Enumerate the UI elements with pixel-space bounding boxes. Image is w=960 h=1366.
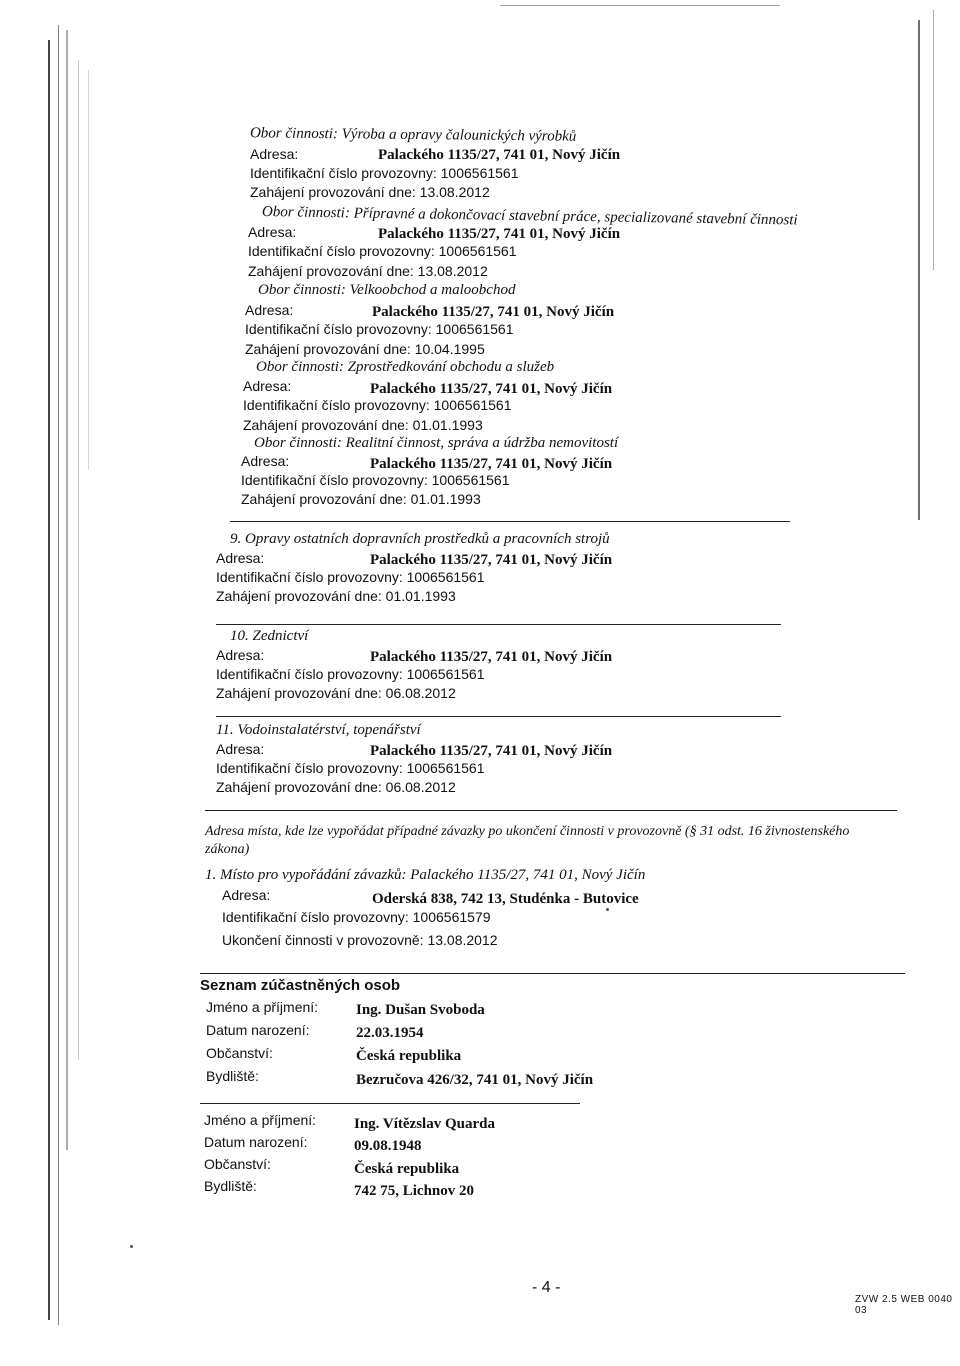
start-line: Zahájení provozování dne: 10.04.1995 — [245, 341, 485, 357]
start-line: Zahájení provozování dne: 06.08.2012 — [216, 779, 456, 795]
activity-scope: Obor činnosti: Realitní činnost, správa a údržba nemovitostí — [254, 435, 619, 451]
activity-scope: Obor činnosti: Výroba a opravy čalounických výrobků — [249, 125, 577, 145]
start-line: Zahájení provozování dne: 01.01.1993 — [241, 491, 481, 507]
start-line: Zahájení provozování dne: 01.01.1993 — [243, 417, 483, 433]
id-line: Identifikační číslo provozovny: 1006561561 — [243, 397, 512, 413]
start-line: Zahájení provozování dne: 06.08.2012 — [216, 685, 456, 701]
citizen-value: Česká republika — [356, 1048, 462, 1064]
page-number: - 4 - — [532, 1279, 561, 1296]
activity-scope: Obor činnosti: Zprostředkování obchodu a služeb — [256, 359, 555, 375]
name-label: Jméno a příjmení: — [204, 1112, 317, 1128]
name-value: Ing. Vítězslav Quarda — [354, 1116, 495, 1132]
birth-value: 09.08.1948 — [354, 1138, 422, 1154]
id-line: Identifikační číslo provozovny: 1006561561 — [216, 760, 485, 776]
address-value: Palackého 1135/27, 741 01, Nový Jičín — [370, 381, 613, 397]
divider — [200, 973, 905, 974]
birth-label: Datum narození: — [204, 1134, 308, 1150]
address-label: Adresa: — [245, 302, 294, 318]
activity-scope: Obor činnosti: Přípravné a dokončovací stavební práce, specializované stavební činnosti — [261, 204, 798, 229]
id-line: Identifikační číslo provozovny: 1006561561 — [250, 165, 519, 181]
divider — [200, 1103, 580, 1104]
start-line: Zahájení provozování dne: 13.08.2012 — [248, 263, 488, 279]
settlement-heading: Adresa místa, kde lze vypořádat případné závazky po ukončení činnosti v provozovně (§ 31 odst. 16 živnostenského — [205, 824, 850, 839]
trade-title: 11. Vodoinstalatérství, topenářství — [216, 722, 421, 738]
settlement-heading-cont: zákona) — [205, 842, 250, 857]
end-line: Ukončení činnosti v provozovně: 13.08.2012 — [222, 932, 498, 948]
address-value: Oderská 838, 742 13, Studénka - Butovice — [372, 891, 639, 907]
document-code: ZVW 2.5 WEB 0040 03 — [855, 1294, 953, 1316]
address-value: Palackého 1135/27, 741 01, Nový Jičín — [378, 226, 621, 242]
start-line: Zahájení provozování dne: 13.08.2012 — [250, 184, 490, 200]
address-value: Palackého 1135/27, 741 01, Nový Jičín — [370, 649, 613, 665]
scan-edge-left — [0, 0, 90, 1366]
divider — [216, 624, 781, 625]
scan-edge-top — [500, 5, 780, 6]
residence-value: 742 75, Lichnov 20 — [354, 1183, 475, 1199]
address-value: Palackého 1135/27, 741 01, Nový Jičín — [370, 456, 613, 472]
address-value: Palackého 1135/27, 741 01, Nový Jičín — [378, 147, 621, 163]
birth-value: 22.03.1954 — [356, 1025, 424, 1041]
divider — [230, 521, 790, 522]
name-value: Ing. Dušan Svoboda — [356, 1002, 485, 1018]
residence-label: Bydliště: — [204, 1178, 257, 1194]
address-label: Adresa: — [241, 453, 290, 469]
address-value: Palackého 1135/27, 741 01, Nový Jičín — [372, 304, 615, 320]
scan-speck — [606, 908, 609, 911]
id-line: Identifikační číslo provozovny: 1006561561 — [216, 569, 485, 585]
divider — [216, 716, 781, 717]
scan-edge-right — [890, 0, 960, 1366]
scan-speck — [130, 1245, 133, 1248]
participants-heading: Seznam zúčastněných osob — [200, 977, 401, 994]
address-label: Adresa: — [216, 647, 265, 663]
id-line: Identifikační číslo provozovny: 1006561561 — [216, 666, 485, 682]
start-line: Zahájení provozování dne: 01.01.1993 — [216, 588, 456, 604]
id-line: Identifikační číslo provozovny: 1006561561 — [248, 243, 517, 259]
address-label: Adresa: — [248, 224, 297, 240]
address-label: Adresa: — [222, 887, 271, 903]
address-label: Adresa: — [250, 146, 299, 162]
id-line: Identifikační číslo provozovny: 1006561561 — [241, 472, 510, 488]
address-value: Palackého 1135/27, 741 01, Nový Jičín — [370, 552, 613, 568]
activity-scope: Obor činnosti: Velkoobchod a maloobchod — [258, 282, 516, 298]
address-label: Adresa: — [243, 378, 292, 394]
address-value: Palackého 1135/27, 741 01, Nový Jičín — [370, 743, 613, 759]
divider — [205, 810, 897, 811]
citizen-label: Občanství: — [206, 1045, 273, 1061]
citizen-value: Česká republika — [354, 1161, 460, 1177]
birth-label: Datum narození: — [206, 1022, 310, 1038]
residence-label: Bydliště: — [206, 1068, 259, 1084]
address-label: Adresa: — [216, 741, 265, 757]
id-line: Identifikační číslo provozovny: 1006561561 — [245, 321, 514, 337]
settlement-item: 1. Místo pro vypořádání závazků: Palackého 1135/27, 741 01, Nový Jičín — [205, 867, 646, 883]
address-label: Adresa: — [216, 550, 265, 566]
residence-value: Bezručova 426/32, 741 01, Nový Jičín — [356, 1072, 594, 1088]
name-label: Jméno a příjmení: — [206, 999, 319, 1015]
trade-title: 10. Zednictví — [230, 628, 309, 644]
citizen-label: Občanství: — [204, 1156, 271, 1172]
id-line: Identifikační číslo provozovny: 1006561579 — [222, 909, 491, 925]
trade-title: 9. Opravy ostatních dopravních prostředků a pracovních strojů — [230, 531, 610, 547]
